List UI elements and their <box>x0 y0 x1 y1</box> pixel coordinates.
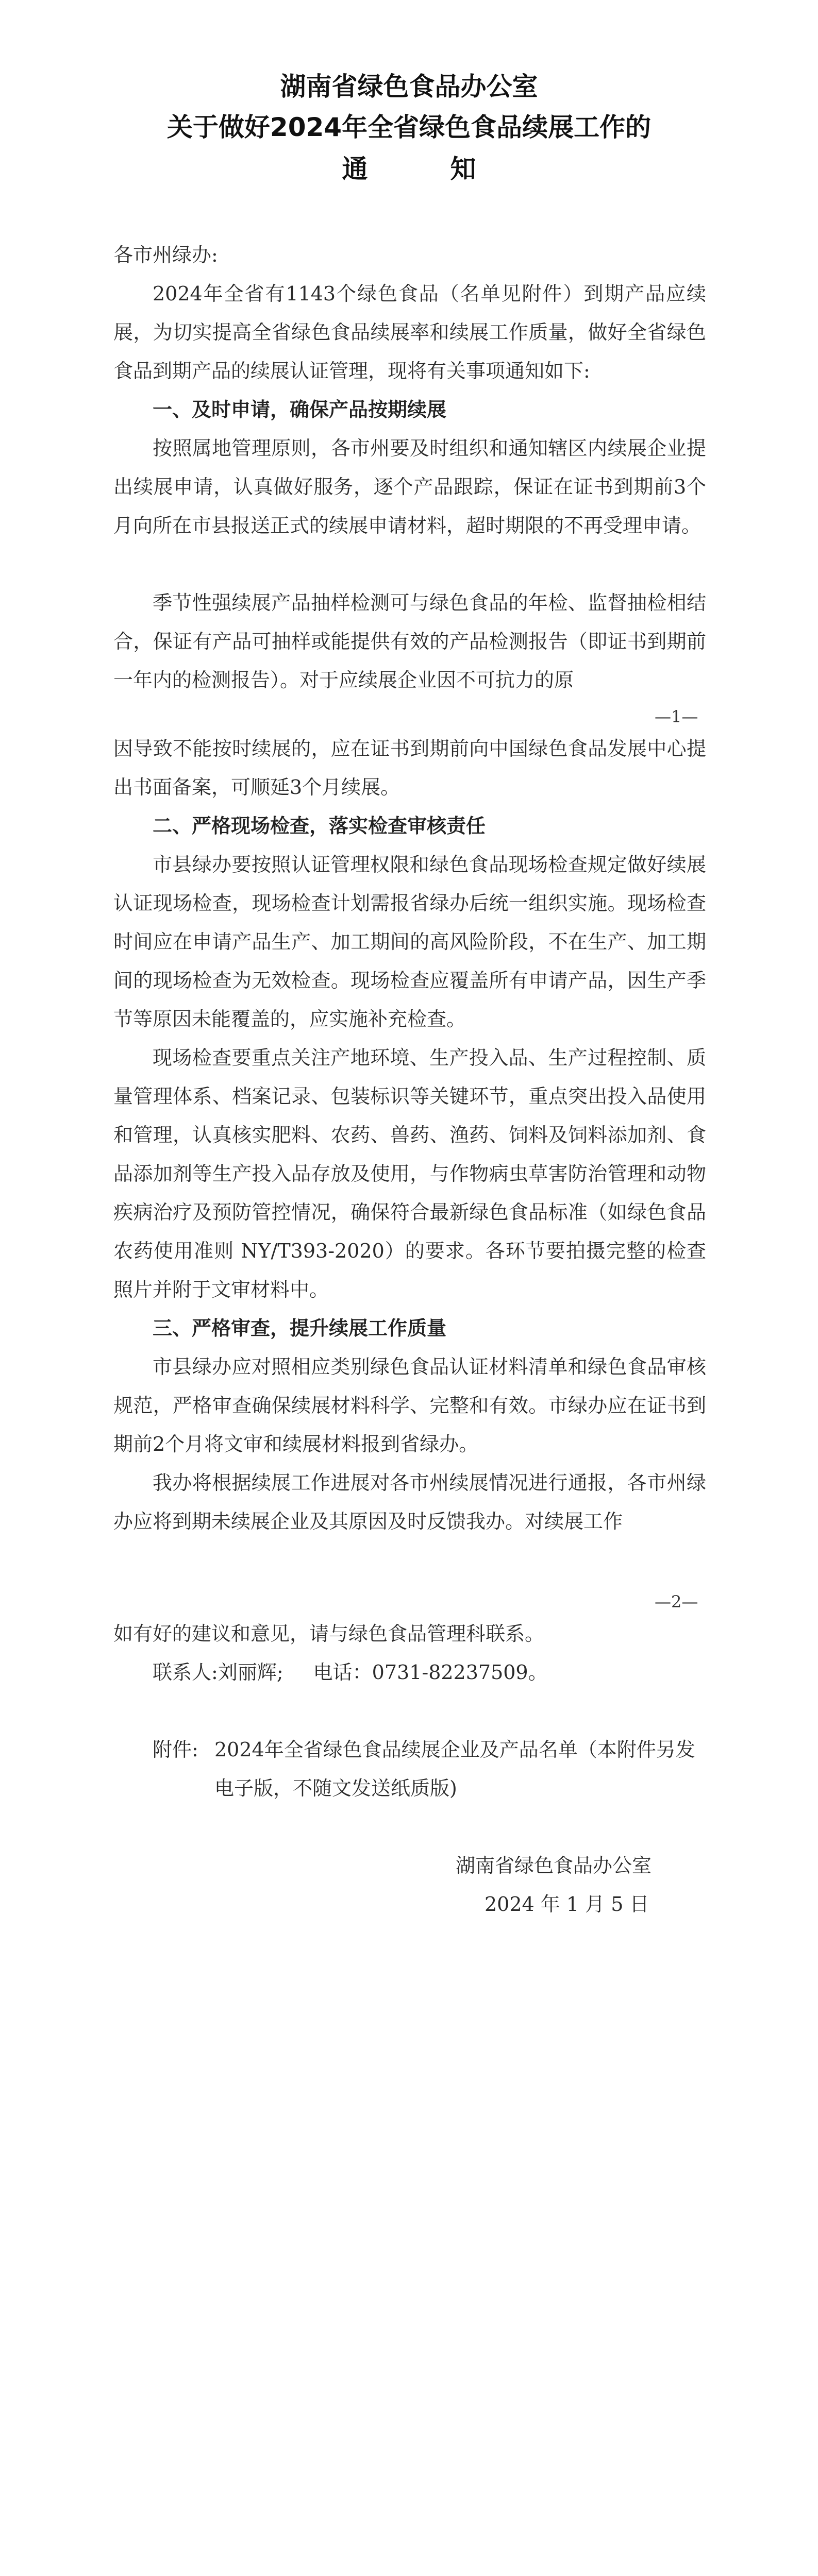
section3-heading: 三、严格审查，提升续展工作质量 <box>153 1317 447 1340</box>
contact-phone-label: 电话： <box>313 1661 372 1684</box>
contact-person-label: 联系人: <box>153 1661 218 1684</box>
section3-paragraph1: 市县绿办应对照相应类别绿色食品认证材料清单和绿色食品审核规范，严格审查确保续展材料科学、完整和有效。市绿办应在证书到期前2个月将文审和续展材料报到省绿办。 <box>113 1355 706 1455</box>
section1-heading: 一、及时申请，确保产品按期续展 <box>153 398 447 421</box>
section3-paragraph2-part1: 我办将根据续展工作进展对各市州续展情况进行通报，各市州绿办应将到期未续展企业及其原因及时反馈我办。对续展工作 <box>113 1471 706 1533</box>
attachment-label: 附件: <box>153 1738 198 1761</box>
section1-paragraph2-part2: 因导致不能按时续展的，应在证书到期前向中国绿色食品发展中心提出书面备案，可顺延3个月续展。 <box>113 737 706 799</box>
doc-title-line3 <box>0 148 818 185</box>
doc-title-line1: 湖南省绿色食品办公室 <box>280 72 538 101</box>
contact-person: 刘丽辉; <box>218 1661 283 1684</box>
page-number-2: —2— <box>655 1592 698 1612</box>
contact-phone: 0731-82237509。 <box>372 1661 548 1684</box>
page-number-1: —1— <box>655 707 698 726</box>
section2-paragraph2: 现场检查要重点关注产地环境、生产投入品、生产过程控制、质量管理体系、档案记录、包装标识等关键环节，重点突出投入品使用和管理，认真核实肥料、农药、兽药、渔药、饲料及饲料添加剂、食品添加剂等生产投入品存放及使用，与作物病虫草害防治管理和动物疾病治疗及预防管控情况，确保符合最新绿色食品标准（如绿色食品 农药使用准则 NY/T393-2020）的要求。各环节要拍摄完整的检查照片并附于文审材料中。 <box>113 1046 706 1301</box>
section1-paragraph2-part1: 季节性强续展产品抽样检测可与绿色食品的年检、监督抽检相结合，保证有产品可抽样或能提供有效的产品检测报告（即证书到期前一年内的检测报告）。对于应续展企业因不可抗力的原 <box>113 591 706 691</box>
section3-paragraph2-part2: 如有好的建议和意见，请与绿色食品管理科联系。 <box>113 1622 545 1645</box>
section2-heading: 二、严格现场检查，落实检查审核责任 <box>153 815 486 837</box>
salutation: 各市州绿办: <box>113 244 218 266</box>
signature-org: 湖南省绿色食品办公室 <box>456 1854 652 1877</box>
doc-title-line2: 关于做好2024年全省绿色食品续展工作的 <box>166 112 652 142</box>
attachment-text: 2024年全省绿色食品续展企业及产品名单（本附件另发电子版，不随文发送纸质版) <box>214 1738 695 1800</box>
signature-date: 2024 年 1 月 5 日 <box>485 1893 649 1916</box>
contact-line <box>113 1653 706 1692</box>
intro-paragraph: 2024年全省有1143个绿色食品（名单见附件）到期产品应续展，为切实提高全省绿色食品续展率和续展工作质量，做好全省绿色食品到期产品的续展认证管理，现将有关事项通知如下: <box>113 282 706 382</box>
doc-title-char-a: 通 <box>342 154 368 184</box>
section2-paragraph1: 市县绿办要按照认证管理权限和绿色食品现场检查规定做好续展认证现场检查，现场检查计划需报省绿办后统一组织实施。现场检查时间应在申请产品生产、加工期间的高风险阶段，不在生产、加工期间的现场检查为无效检查。现场检查应覆盖所有申请产品，因生产季节等原因未能覆盖的，应实施补充检查。 <box>113 853 706 1030</box>
doc-title-char-b: 知 <box>450 154 476 184</box>
attachment-note <box>153 1731 706 1808</box>
section1-paragraph1: 按照属地管理原则，各市州要及时组织和通知辖区内续展企业提出续展申请，认真做好服务，逐个产品跟踪，保证在证书到期前3个月向所在市县报送正式的续展申请材料，超时期限的不再受理申请。 <box>113 437 706 537</box>
